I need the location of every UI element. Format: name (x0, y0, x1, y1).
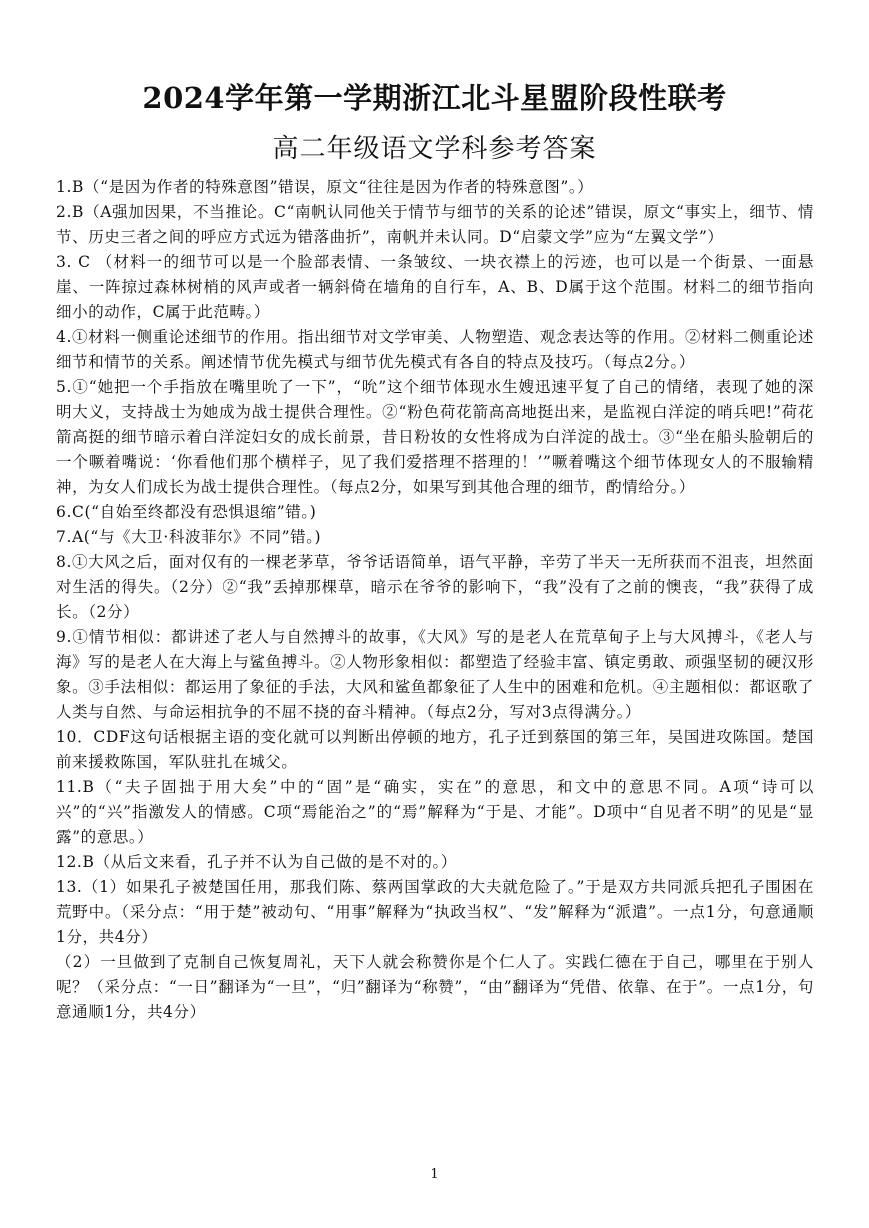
answer-6: 6.C(“自始至终都没有恐惧退缩”错。) (56, 503, 317, 521)
document-subtitle: 高二年级语文学科参考答案 (272, 134, 597, 164)
answer-10: 10．CDF这句话根据主语的变化就可以判断出停顿的地方，孔子迁到蔡国的第三年，吴国进攻陈国。楚国前来援救陈国，军队驻扎在城父。 (56, 728, 814, 771)
answer-5: 5.①“她把一个手指放在嘴里吮了一下”，“吮”这个细节体现水生嫂迅速平复了自己的情绪，表现了她的深明大义，支持战士为她成为战士提供合理性。②“粉色荷花箭高高地挺出来，是监视白洋淀的哨兵吧!”荷花箭高挺的细节暗示着白洋淀妇女的成长前景，昔日粉妆的女性将成为白洋淀的战士。③“坐在船头脸朝后的一个噘着嘴说：‘你看他们那个横样子，见了我们爱搭理不搭理的！’”噘着嘴这个细节体现女人的不服输精神，为女人们成长为战士提供合理性。（每点2分，如果写到其他合理的细节，酌情给分。） (56, 378, 814, 496)
page-number: 1 (430, 1167, 439, 1182)
answer-4: 4.①材料一侧重论述细节的作用。指出细节对文学审美、人物塑造、观念表达等的作用。②材料二侧重论述细节和情节的关系。阐述情节优先模式与细节优先模式有各自的特点及技巧。（每点2分。） (56, 328, 814, 371)
document-title: 2024学年第一学期浙江北斗星盟阶段性联考 (142, 81, 727, 115)
answer-list (56, 175, 814, 1025)
answer-2: 2.B（A强加因果，不当推论。C“南帆认同他关于情节与细节的关系的论述”错误，原文“事实上，细节、情节、历史三者之间的呼应方式远为错落曲折”，南帆并未认同。D“启蒙文学”应为“左翼文学”） (56, 203, 814, 246)
answer-11: 11.B（“夫子固拙于用大矣”中的“固”是“确实，实在”的意思，和文中的意思不同。A项“诗可以兴”的“兴”指激发人的情感。C项“焉能治之”的“焉”解释为“于是、才能”。D项中“自见者不明”的见是“显露”的意思。） (56, 778, 814, 846)
answer-13-part-2: （2）一旦做到了克制自己恢复周礼，天下人就会称赞你是个仁人了。实践仁德在于自己，哪里在于别人呢？（采分点：“一日”翻译为“一旦”，“归”翻译为“称赞”，“由”翻译为“凭借、依靠、在于”。一点1分，句意通顺1分，共4分） (56, 953, 814, 1021)
answer-13-part-1: 13.（1）如果孔子被楚国任用，那我们陈、蔡两国掌政的大夫就危险了。”于是双方共同派兵把孔子围困在荒野中。（采分点：“用于楚”被动句、“用事”解释为“执政当权”、“发”解释为“派遣”。一点1分，句意通顺1分，共4分） (56, 878, 814, 946)
answer-12: 12.B（从后文来看，孔子并不认为自己做的是不对的。） (56, 853, 457, 871)
answer-7: 7.A(“与《大卫·科波菲尔》不同”错。) (56, 528, 322, 546)
answer-1: 1.B（“是因为作者的特殊意图”错误，原文“往往是因为作者的特殊意图”。） (56, 178, 594, 196)
answer-8: 8.①大风之后，面对仅有的一棵老茅草，爷爷话语简单，语气平静，辛劳了半天一无所获而不沮丧，坦然面对生活的得失。（2分）②“我”丢掉那棵草，暗示在爷爷的影响下，“我”没有了之前的懊丧，“我”获得了成长。（2分） (56, 553, 814, 621)
answer-9: 9.①情节相似：都讲述了老人与自然搏斗的故事，《大风》写的是老人在荒草甸子上与大风搏斗，《老人与海》写的是老人在大海上与鲨鱼搏斗。②人物形象相似：都塑造了经验丰富、镇定勇敢、顽强坚韧的硬汉形象。③手法相似：都运用了象征的手法，大风和鲨鱼都象征了人生中的困难和危机。④主题相似：都讴歌了人类与自然、与命运相抗争的不屈不挠的奋斗精神。（每点2分，写对3点得满分。） (56, 628, 814, 721)
answer-3: 3. C （材料一的细节可以是一个脸部表情、一条皱纹、一块衣襟上的污迹，也可以是一个街景、一面悬崖、一阵掠过森林树梢的风声或者一辆斜倚在墙角的自行车，A、B、D属于这个范围。材料二的细节指向细小的动作，C属于此范畴。） (56, 253, 814, 321)
